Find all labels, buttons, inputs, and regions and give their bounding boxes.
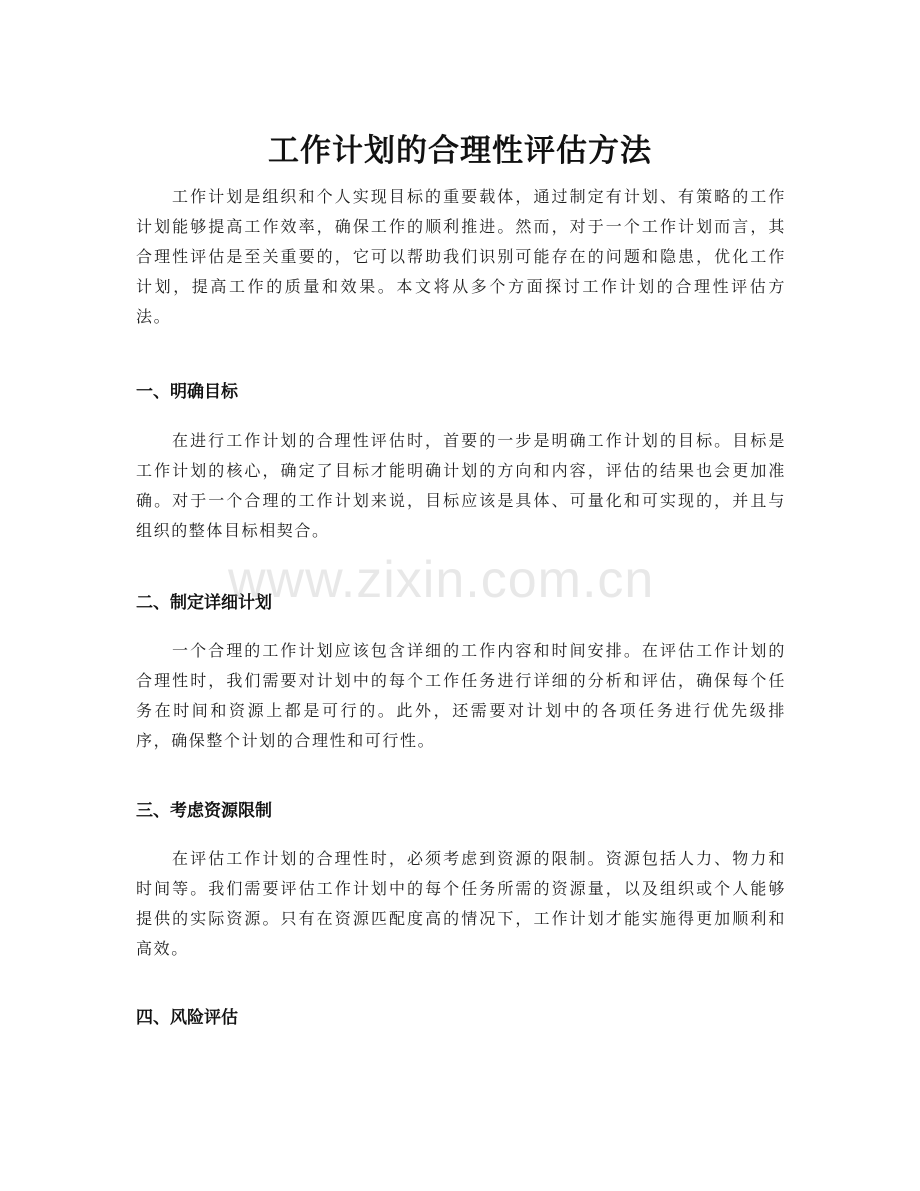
section-body-2: 一个合理的工作计划应该包含详细的工作内容和时间安排。在评估工作计划的合理性时，我们需要对计划中的每个工作任务进行详细的分析和评估，确保每个任务在时间和资源上都是可行的。此外，还需要对计划中的各项任务进行优先级排序，确保整个计划的合理性和可行性。 <box>136 641 786 750</box>
section-body-3: 在评估工作计划的合理性时，必须考虑到资源的限制。资源包括人力、物力和时间等。我们需要评估工作计划中的每个任务所需的资源量，以及组织或个人能够提供的实际资源。只有在资源匹配度高的情况下，工作计划才能实施得更加顺利和高效。 <box>136 849 786 958</box>
intro-paragraph: 工作计划是组织和个人实现目标的重要载体，通过制定有计划、有策略的工作计划能够提高工作效率，确保工作的顺利推进。然而，对于一个工作计划而言，其合理性评估是至关重要的，它可以帮助我们识别可能存在的问题和隐患，优化工作计划，提高工作的质量和效果。本文将从多个方面探讨工作计划的合理性评估方法。 <box>136 187 786 326</box>
watermark: www.zixin.com.cn <box>228 551 655 609</box>
page-title: 工作计划的合理性评估方法 <box>268 132 652 169</box>
section-heading-1: 一、明确目标 <box>136 382 238 402</box>
section-heading-4: 四、风险评估 <box>136 1008 238 1028</box>
section-body-1: 在进行工作计划的合理性评估时，首要的一步是明确工作计划的目标。目标是工作计划的核心，确定了目标才能明确计划的方向和内容，评估的结果也会更加准确。对于一个合理的工作计划来说，目标应该是具体、可量化和可实现的，并且与组织的整体目标相契合。 <box>136 431 786 540</box>
section-heading-2: 二、制定详细计划 <box>136 593 272 613</box>
section-heading-3: 三、考虑资源限制 <box>136 801 272 821</box>
